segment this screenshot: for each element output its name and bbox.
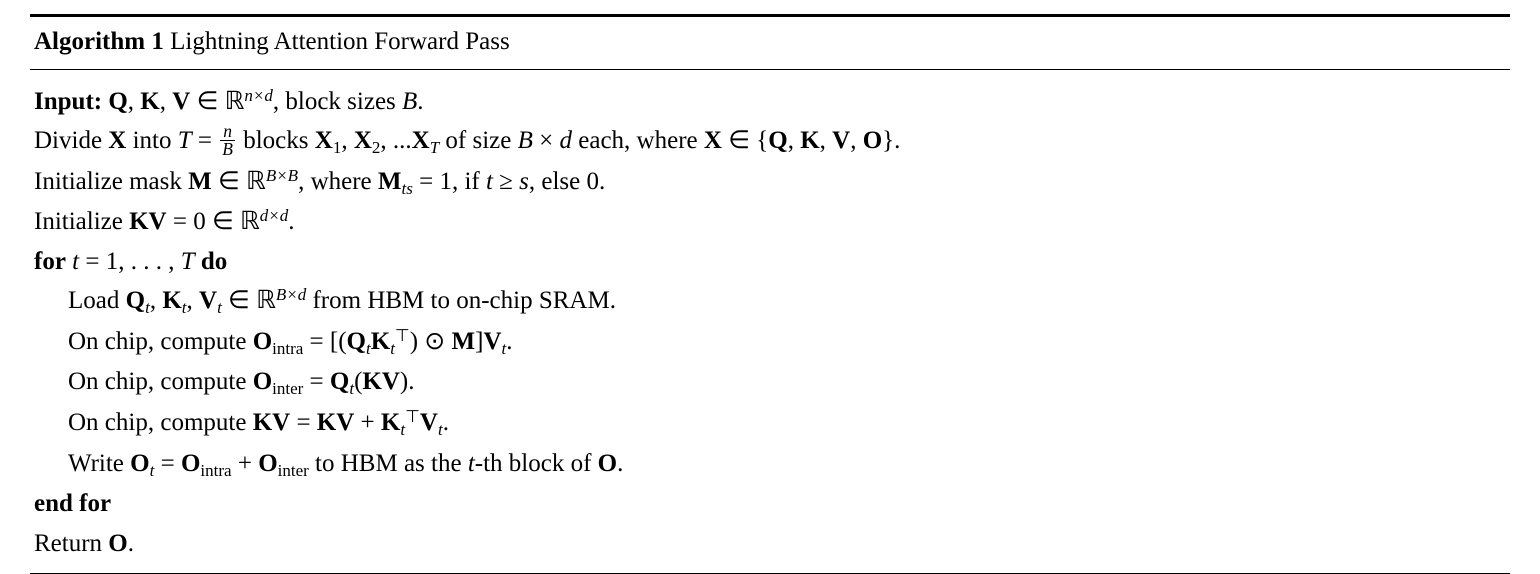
line-divide: Divide X into T = $\frac{n}{B}$ blocks $X_1$, $X_2$, $...X_T$ of size B × d each, where X ∈ {Q, K, V, O}. (34, 120, 901, 160)
algorithm-caption (30, 17, 1510, 69)
line-return: Return O. (34, 529, 134, 557)
line-write: Write $O_t = O_{intra} + O_{inter}$ to HBM as the t-th block of O. (68, 449, 624, 480)
line-load: Load $Q_t$, $K_t$, $V_t$ ∈ ℝ$^{B\times d}$ from HBM to on-chip SRAM. (68, 285, 616, 317)
line-compute-intra: On chip, compute $O_{intra} = [(Q_tK_t^⊤)$ ⊙ $M]V_t$. (68, 325, 513, 358)
algorithm-title: Lightning Attention Forward Pass (170, 28, 510, 55)
algorithm-label: Algorithm 1 (34, 28, 164, 55)
line-end-for: end for (34, 490, 112, 518)
algorithm-body (30, 70, 1510, 574)
line-init-mask: Initialize mask M ∈ ℝ$^{B\times B}$, where $M_{ts} = 1$, if t ≥ s, else 0. (34, 165, 606, 198)
algorithm-block (30, 14, 1510, 574)
line-init-kv: Initialize KV = 0 ∈ ℝ$^{d\times d}$. (34, 206, 295, 236)
line-compute-inter: On chip, compute $O_{inter} = Q_t(KV)$. (68, 368, 415, 399)
line-compute-kv: On chip, compute KV = KV + $K_t^⊤V_t$. (68, 406, 449, 439)
line-input: Input: Q, K, V ∈ ℝ$^{n\times d}$, block sizes B. (34, 85, 424, 115)
line-for: for t = 1, . . . , T do (34, 247, 228, 275)
